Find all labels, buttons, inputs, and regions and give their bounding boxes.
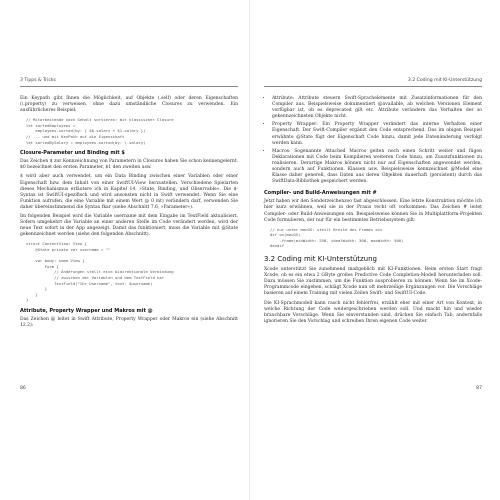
code-block: // nur unter macOS: steilt Breite des Frames ein #if os(macOS) .frame(minWidth: 250, idealWidth: 300, maxWidth: 500) #endif	[270, 226, 404, 249]
paragraph: Im folgenden Beispiel wird die Variable username mit dem Eingabe im TextField aktualisiert. Sofern umgekehrt die Variable an einer anderen Stelle im Code verändert werden, wird der neue Text sofort in der App angezeigt. Damit das funktioniert, muss die Variable mit @State gekennzeichnet werden (siehe den folgenden Abschnitt).	[20, 214, 238, 238]
page-number: 87	[476, 386, 482, 391]
section-title: 3.2 Coding mit KI-Unterstützung	[264, 255, 377, 264]
running-head: 3 Tipps & Tricks	[20, 78, 56, 83]
paragraph: Jetzt haben wir den Sonderzeichenzoo fast abgeschlossen. Eine letzte Konstruktion möchte ich hier kurz erwähnen, weil sie in der Praxis recht oft vorkommen: Das Zeichen # leitet Compiler- oder Build-Anweisungen ein. Beispielsweise können Sie in Multiplattform-Projekten Code formulieren, der nur für ein bestimmtes Betriebssystem gilt:	[264, 199, 482, 223]
paragraph: Ein Keypath gibt Ihnen die Möglichkeit, auf Objekte (.self) oder deren Eigenschaften (\.property) zu verweisen, ohne dazu umständliche Closures zu verwenden. Ein ausführlicheres Beispiel:	[20, 96, 238, 114]
list-item: • Property Wrapper: Ein Property Wrapper verändert das interne Verhalten einer Eigenschaft. Der Swift-Compiler ergänzt den Code entsprechend. Das im obigen Beispiel erwähnte @State fügt der Eigenschaft Code hinzu, damit jede Datenänderung verfolgt werden kann.	[272, 122, 482, 146]
bullet-list	[264, 96, 482, 185]
paragraph: Xcode unterstützt Sie zunehmend maßgeblich mit KI-Funktionen. Beim ersten Start fragt Xcode, ob es ein etwa 2 GByte großes Predictive Code Completion-Modell herunterladen soll. Dazu müssen Sie zustimmen, um die Funktion ausprobieren zu können. Wenn Sie im Xcode-Programmcode eingeben, schlägt Xcode nun oft mehrzeilige Ergänzungen vor. Die Vorschläge basieren auf einem Training mit vielen Zeilen Swift- und SwiftUI-Code.	[264, 267, 482, 297]
header-rule	[264, 86, 482, 87]
header-rule	[20, 86, 238, 87]
paragraph: Die KI-Sprachmodell kann rasch nicht fehlerfrei, erzählt eher mit einer Art von Kontext, in welche Richtung der Code weitergeschrieben werden soll. Und macht hin und wieder brauchbare Vorschläge. Wenn Sie einverstanden sind, drücken Sie einfach Tab, andernfalls ignorieren Sie den Vorschlag und schreiben Ihren eigenen Code weiter.	[264, 300, 482, 324]
list-item: • Macros: Sogenannte Attached Macros gelten noch einen Schritt weiter und fügen Deklarationen mit Code beim Kompilieren weiteren Code hinzu, um Zusatzfunktionen zu realisieren. Derartige Makros können nicht nur auf Eigenschaften angewendet werden, sondern auch auf Funktionen, Klassen usw. Beispielsweise kennzeichnet @Model eine Klasse daher generell, dass Daten aus deren Objekten dauerhaft (persistent) durch das SwiftData-Bibliothek gespeichert werden.	[272, 149, 482, 186]
code-block: struct ContentView: View { @State private var username = "" var body: some View { Form { // Änderungen stellt eine bidirektionale Verbindung // zwischen der Variablen und dem TextField her TextField("Ihr Username", text: $username) } } }	[26, 241, 174, 303]
section-heading: Compiler- und Build-Anweisungen mit #	[264, 190, 377, 197]
page-number: 86	[20, 386, 26, 391]
paragraph: Das Zeichen @ leitet in Swift Attribute, Property Wrapper oder Makros ein (siehe Abschnitt 12.2):	[20, 316, 238, 328]
page-body	[20, 96, 238, 332]
section-heading: Attribute, Property Wrapper und Makros mit @	[20, 307, 153, 314]
list-item: • Attribute: Attribute steuern Swift-Sprachelemente mit Zusatzinformationen für den Compiler aus. Beispielsweise dokumentiert @available, ab welchen Versionen Element verfügbar ist, ob es deprecated gilt etc. Attribute verändern das Verhalten der so gekennzeichneten Objekte nicht.	[272, 96, 482, 120]
running-head: 3.2 Coding mit KI-Unterstützung	[407, 78, 482, 83]
right-page	[250, 0, 500, 500]
code-block: // Mitarbeitende nach Gehalt sortieren: mit klassischer Closure let sortedEmployees = employees.sorted(by: { $0.salary < $1.salary }) // ... und mit KeyPath auf die Eigenschaft let sortedBySalary = employees.sorted(by: \.salary)	[26, 117, 174, 145]
section-heading: Closure-Parameter und Binding mit $	[20, 150, 125, 157]
paragraph: $ wird aber auch verwendet, um ein Data Binding zwischen einer Variablen oder einer Eigenschaft bzw. dem Inhalt von einer SwiftUI-View herzustellen. Verschiedene Spielarten dieses Mechanismus erläutere ich in Kapitel 14, »State, Binding, und Observable«. Die $-Syntax ist SwiftUI-spezifisch und wird ansonsten nicht in Swift verwendet. Wenn Sie eine Funktion aufrufen, die eine Variable mit einem Wert (p 0 int) verändern darf, verwenden Sie daher übereinstimmend die Syntax fkar (siehe Abschnitt 7.6, »Parameter«).	[20, 174, 238, 210]
paragraph: Das Zeichen $ zur Kennzeichnung von Parametern in Closures haben Sie schon kennengelernt. $0 bezeichnet den ersten Parameter, $1 den zweiten usw.	[20, 159, 238, 171]
page-body	[264, 96, 482, 328]
